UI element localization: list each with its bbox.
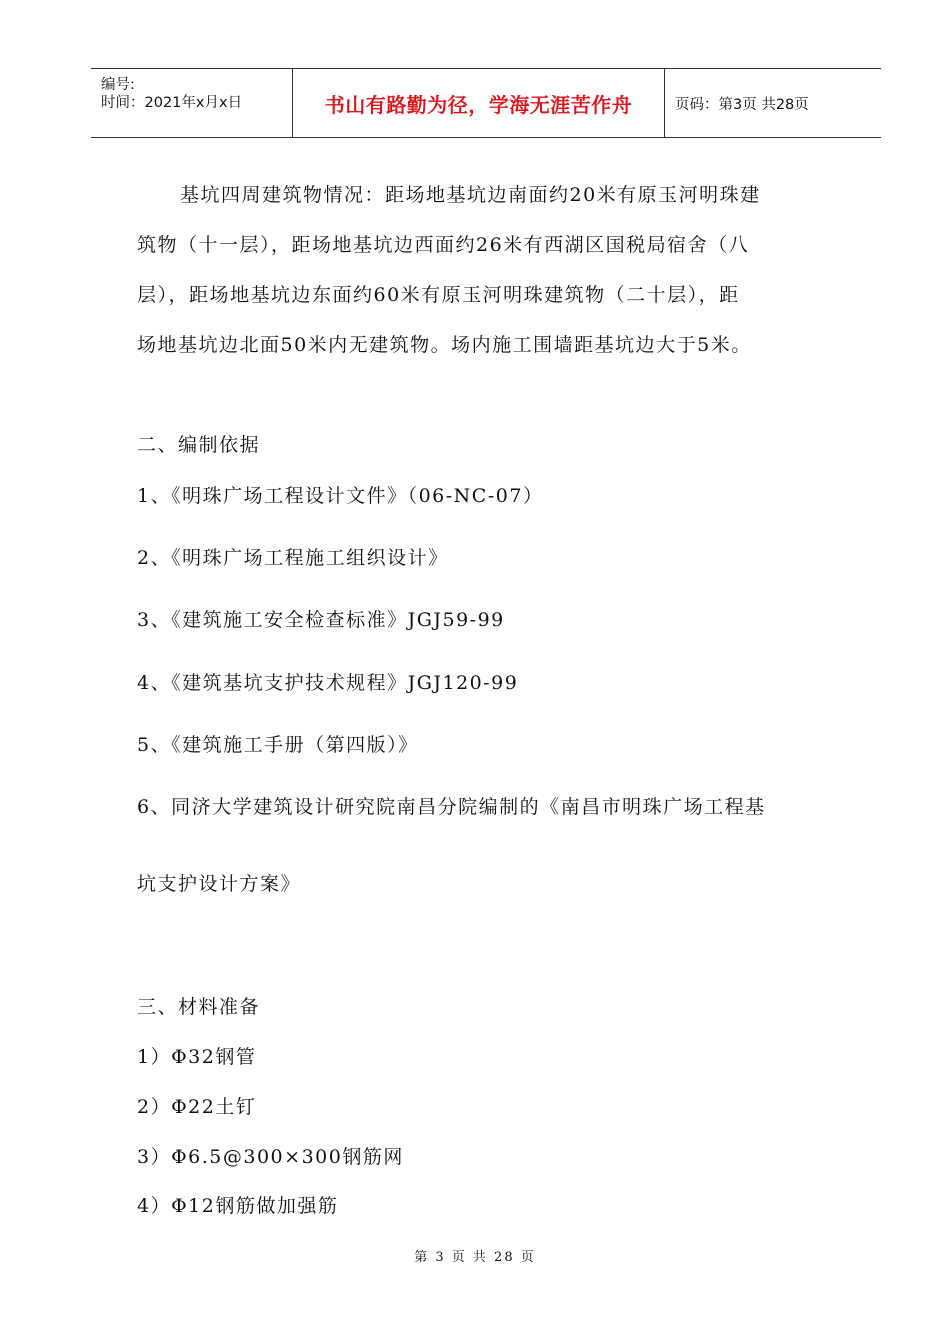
- reference-item: 6、同济大学建筑设计研究院南昌分院编制的《南昌市明珠广场工程基: [137, 796, 766, 818]
- header-page-label: 页码：第3页 共28页: [675, 96, 809, 113]
- code-label: 编号:: [101, 77, 135, 93]
- page-header: [91, 68, 881, 138]
- reference-item: 1、《明珠广场工程设计文件》（06-NC-07）: [137, 485, 544, 507]
- material-item: 4）Φ12钢筋做加强筋: [137, 1195, 339, 1217]
- paragraph-line: 基坑四周建筑物情况：距场地基坑边南面约20米有原玉河明珠建: [180, 184, 761, 206]
- header-page-cell: [665, 69, 881, 137]
- material-item: 2）Φ22土钉: [137, 1096, 257, 1118]
- header-motto-cell: [293, 69, 665, 137]
- paragraph-line: 筑物（十一层），距场地基坑边西面约26米有西湖区国税局宿舍（八: [137, 234, 750, 256]
- header-meta-cell: [91, 69, 293, 137]
- material-item: 1）Φ32钢管: [137, 1046, 257, 1068]
- time-label: 时间：2021年x月x日: [101, 95, 243, 111]
- footer-page-number: 第 3 页 共 28 页: [414, 1250, 536, 1265]
- reference-item: 5、《建筑施工手册（第四版）》: [137, 734, 419, 756]
- paragraph-line: 层），距场地基坑边东面约60米有原玉河明珠建筑物（二十层），距: [137, 284, 740, 306]
- header-motto: 书山有路勤为径，学海无涯苦作舟: [324, 92, 633, 117]
- section-heading: 三、材料准备: [137, 996, 261, 1018]
- page-footer: [0, 1246, 950, 1265]
- reference-item: 3、《建筑施工安全检查标准》JGJ59-99: [137, 609, 505, 631]
- section-heading: 二、编制依据: [137, 434, 261, 456]
- reference-item: 2、《明珠广场工程施工组织设计》: [137, 547, 449, 569]
- material-item: 3）Φ6.5@300×300钢筋网: [137, 1146, 404, 1168]
- paragraph-line: 场地基坑边北面50米内无建筑物。场内施工围墙距基坑边大于5米。: [137, 334, 752, 356]
- reference-item: 4、《建筑基坑支护技术规程》JGJ120-99: [137, 672, 519, 694]
- reference-item-continued: 坑支护设计方案》: [137, 873, 302, 895]
